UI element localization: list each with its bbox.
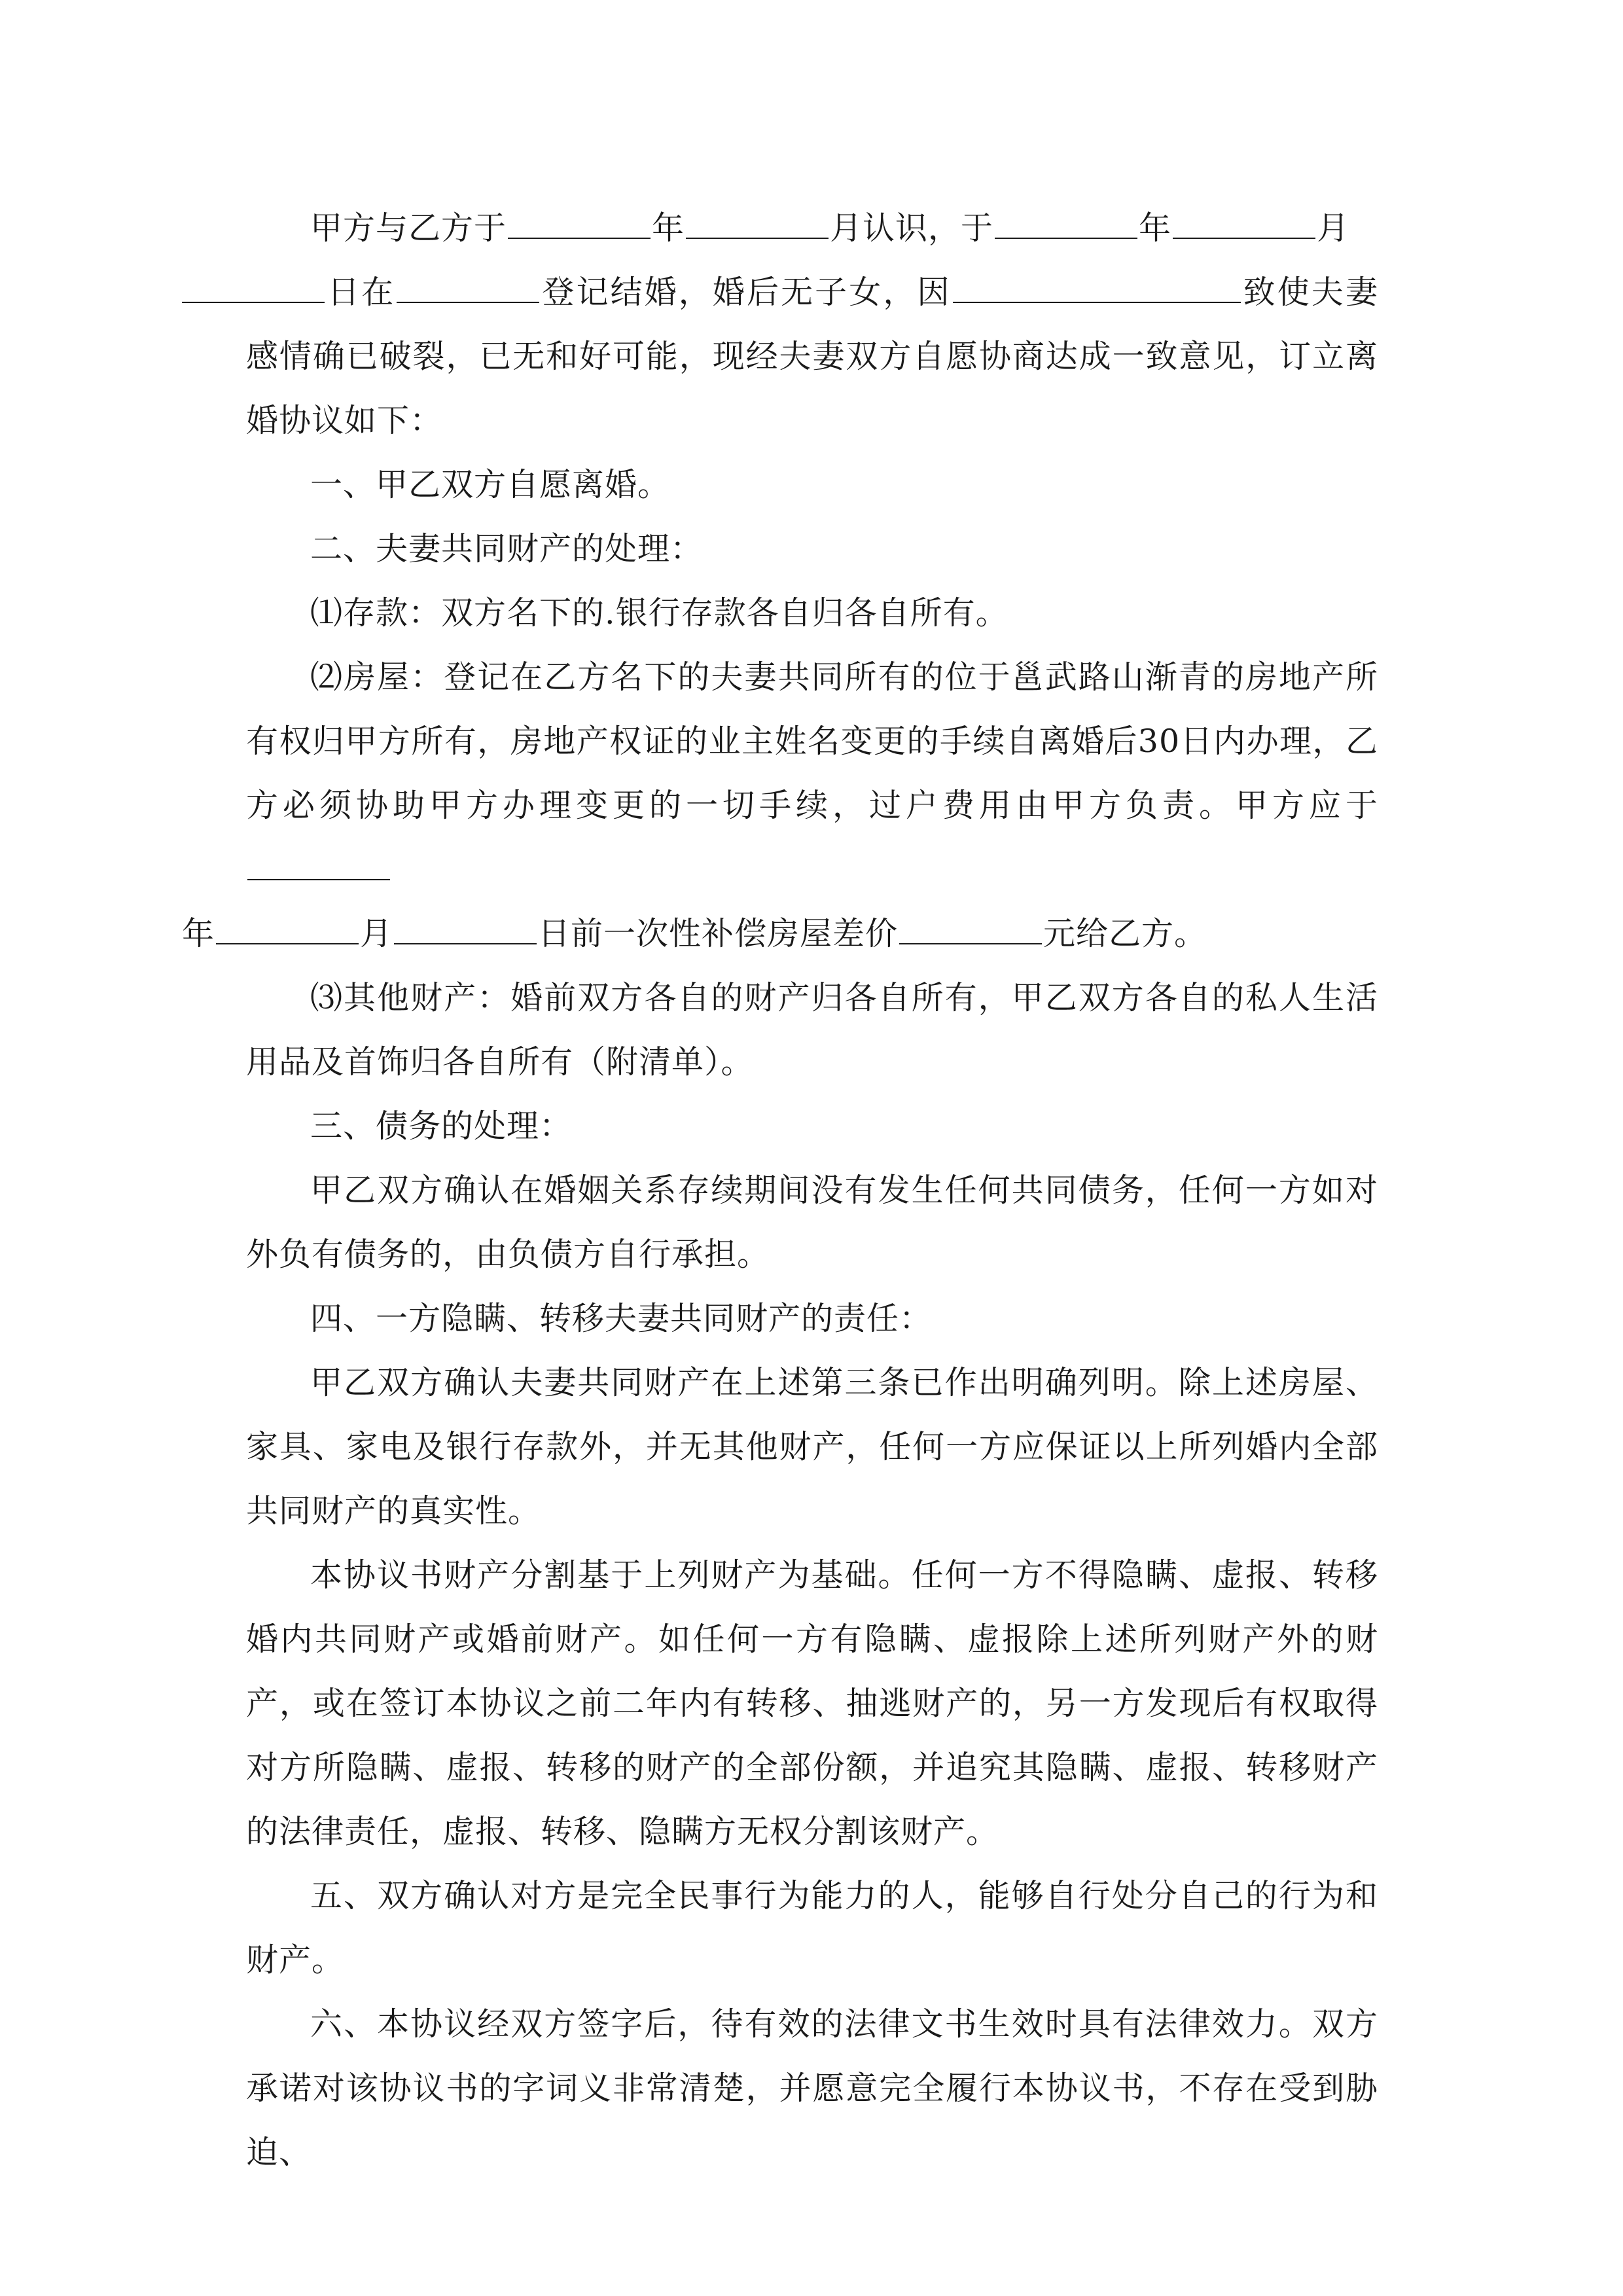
intro-text-4: 年: [1139, 209, 1172, 247]
intro-text-5: 月: [1317, 209, 1350, 247]
house-text-3: 月: [360, 915, 393, 952]
item-2-heading: 二、夫妻共同财产的处理：: [310, 530, 704, 567]
item-2-2-house: [182, 645, 1378, 966]
blank-place: [397, 301, 539, 303]
blank-pay-month: [216, 942, 359, 944]
house-text-4: 日前一次性补偿房屋差价: [538, 915, 899, 952]
intro-text-8: 致使夫妻感情确已破裂，已无和好可能，现经夫妻双方自愿协商达成一致意见，订立离婚协议如下：: [246, 274, 1378, 439]
item-3-heading: 三、债务的处理：: [310, 1107, 573, 1145]
item-1: 一、甲乙双方自愿离婚。: [310, 466, 671, 503]
house-text-5: 元给乙方。: [1043, 915, 1207, 952]
blank-amount: [899, 942, 1042, 944]
blank-year-2: [995, 237, 1137, 239]
item-6: 六、本协议经双方签字后，待有效的法律文书生效时具有法律效力。双方承诺对该协议书的字词义非常清楚，并愿意完全履行本协议书，不存在受到胁迫、: [246, 2005, 1378, 2171]
blank-reason: [953, 301, 1241, 303]
agreement-body: [182, 196, 1378, 2185]
blank-pay-day: [394, 942, 537, 944]
intro-text-1: 甲方与乙方于: [310, 209, 507, 247]
item-5: 五、双方确认对方是完全民事行为能力的人，能够自行处分自己的行为和财产。: [246, 1877, 1378, 1979]
item-4-heading: 四、一方隐瞒、转移夫妻共同财产的责任：: [310, 1300, 933, 1337]
intro-text-7: 登记结婚，婚后无子女，因: [541, 274, 952, 311]
item-4-body-2: 本协议书财产分割基于上列财产为基础。任何一方不得隐瞒、虚报、转移婚内共同财产或婚前财产。如任何一方有隐瞒、虚报除上述所列财产外的财产，或在签订本协议之前二年内有转移、抽逃财产的，另一方发现后有权取得对方所隐瞒、虚报、转移的财产的全部份额，并追究其隐瞒、虚报、转移财产的法律责任，虚报、转移、隐瞒方无权分割该财产。: [246, 1556, 1378, 1850]
house-text-2: 年: [182, 915, 215, 952]
blank-day: [182, 301, 325, 303]
intro-text-2: 年: [652, 209, 685, 247]
blank-month-1: [686, 237, 829, 239]
item-3-body: 甲乙双方确认在婚姻关系存续期间没有发生任何共同债务，任何一方如对外负有债务的，由负债方自行承担。: [246, 1172, 1378, 1273]
item-2-3-other-property: ⑶其他财产：婚前双方各自的财产归各自所有，甲乙双方各自的私人生活用品及首饰归各自所有（附清单）。: [246, 979, 1378, 1081]
intro-text-6: 日在: [326, 274, 396, 311]
blank-pay-year: [247, 878, 390, 880]
blank-month-2: [1173, 237, 1315, 239]
house-text-1: ⑵房屋：登记在乙方名下的夫妻共同所有的位于邕武路山渐青的房地产所有权归甲方所有，房地产权证的业主姓名变更的手续自离婚后30日内办理，乙方必须协助甲方办理变更的一切手续，过户费用由甲方负责。甲方应于: [246, 658, 1378, 824]
blank-year-1: [508, 237, 651, 239]
item-4-body-1: 甲乙双方确认夫妻共同财产在上述第三条已作出明确列明。除上述房屋、家具、家电及银行存款外，并无其他财产，任何一方应保证以上所列婚内全部共同财产的真实性。: [246, 1364, 1378, 1530]
item-2-1-savings: ⑴存款：双方名下的.银行存款各自归各自所有。: [310, 594, 1008, 632]
intro-text-3: 月认识，于: [830, 209, 994, 247]
intro-paragraph: [246, 196, 1378, 453]
